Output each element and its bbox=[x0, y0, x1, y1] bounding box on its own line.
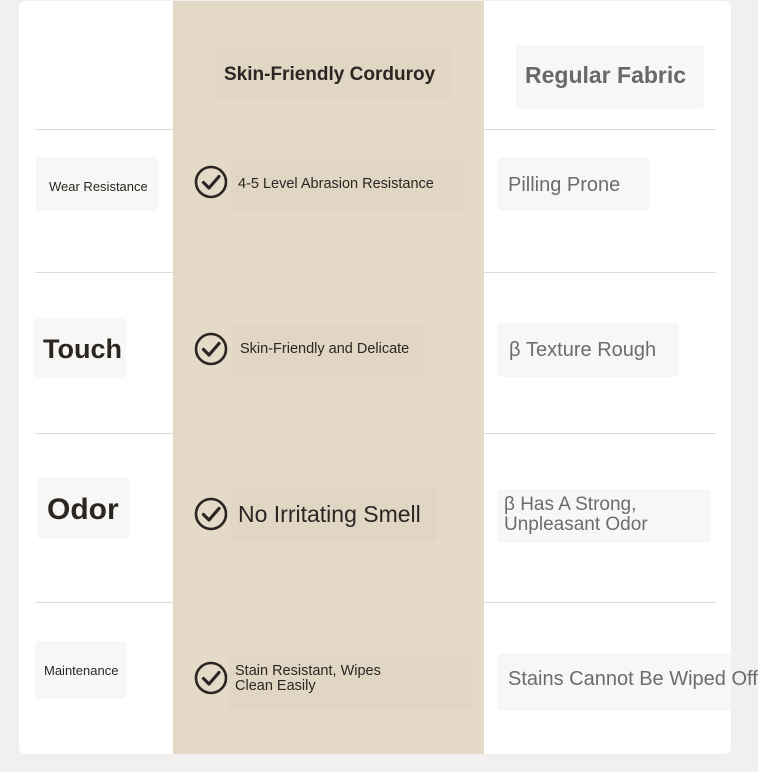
corduroy-highlight-column bbox=[173, 1, 484, 754]
row-divider bbox=[35, 602, 716, 603]
check-circle-icon bbox=[194, 165, 228, 199]
row-divider bbox=[35, 129, 716, 130]
check-circle-icon bbox=[194, 332, 228, 366]
header-regular: Regular Fabric bbox=[525, 62, 687, 88]
row-label-odor: Odor bbox=[47, 493, 119, 526]
regular-value-odor-line2: Unpleasant Odor bbox=[504, 514, 648, 535]
row-divider bbox=[35, 272, 716, 273]
regular-value-wear: Pilling Prone bbox=[508, 174, 621, 196]
check-circle-icon bbox=[194, 661, 228, 695]
row-divider bbox=[35, 433, 716, 434]
regular-value-odor-line1: β Has A Strong, bbox=[504, 494, 637, 515]
row-label-touch: Touch bbox=[43, 334, 122, 364]
corduroy-value-wear: 4-5 Level Abrasion Resistance bbox=[238, 176, 434, 192]
corduroy-value-touch: Skin-Friendly and Delicate bbox=[240, 341, 410, 357]
regular-value-touch: β Texture Rough bbox=[509, 339, 657, 361]
row-label-maintenance: Maintenance bbox=[44, 663, 119, 678]
regular-value-maintenance: Stains Cannot Be Wiped Off bbox=[508, 668, 758, 690]
corduroy-value-odor: No Irritating Smell bbox=[238, 501, 421, 527]
header-corduroy: Skin-Friendly Corduroy bbox=[224, 64, 436, 85]
comparison-card bbox=[19, 1, 758, 754]
check-circle-icon bbox=[194, 497, 228, 531]
corduroy-value-maintenance-line1: Stain Resistant, Wipes bbox=[235, 663, 381, 679]
row-label-wear-resistance: Wear Resistance bbox=[49, 179, 148, 194]
corduroy-value-maintenance-line2: Clean Easily bbox=[235, 678, 316, 694]
